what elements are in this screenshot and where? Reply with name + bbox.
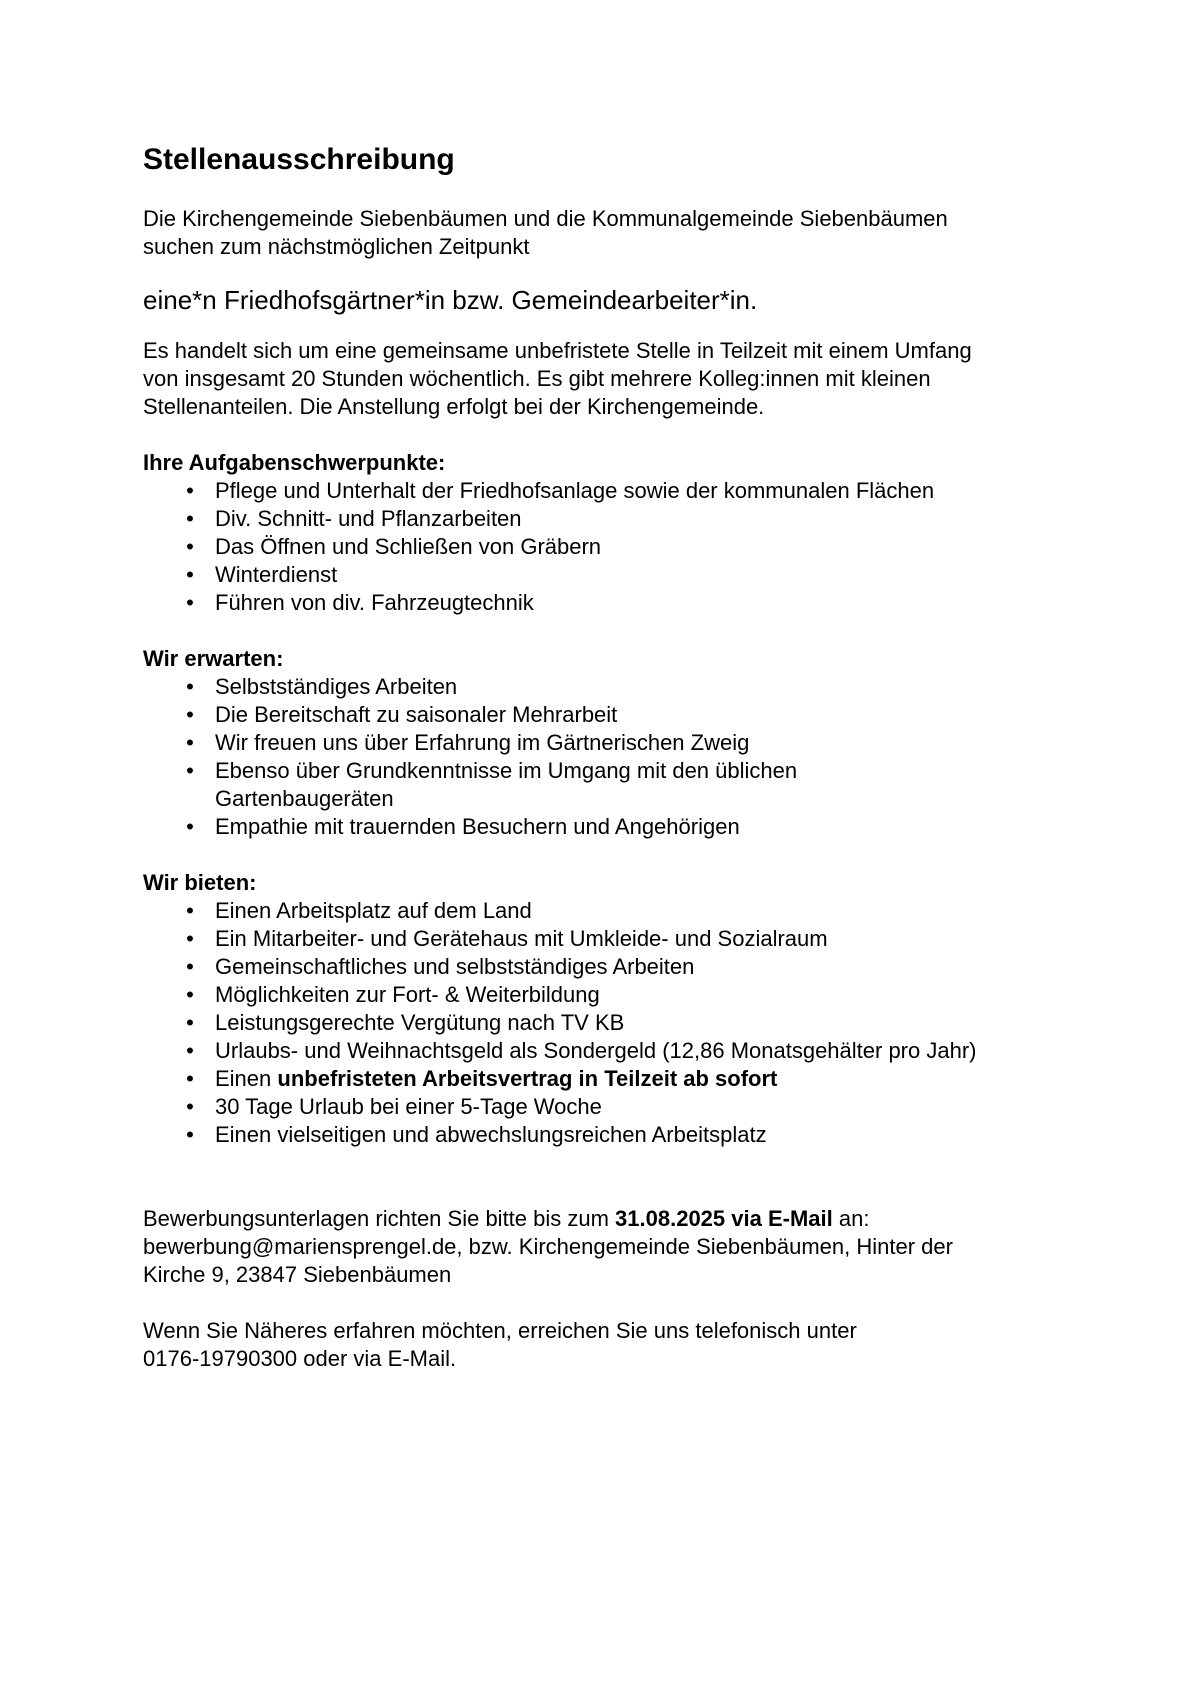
bullet-icon: • bbox=[186, 478, 194, 503]
list-item-text: Pflege und Unterhalt der Friedhofsanlage sowie der kommunalen Flächen bbox=[215, 478, 935, 503]
list-item bbox=[143, 505, 1083, 533]
bullet-icon: • bbox=[186, 702, 194, 727]
list-item bbox=[143, 1121, 1083, 1149]
expectations-list bbox=[143, 673, 1083, 841]
list-item-bold-text: unbefristeten Arbeitsvertrag in Teilzeit ab sofort bbox=[277, 1066, 778, 1091]
application-text: an: bbox=[832, 1206, 870, 1231]
list-item-text: Urlaubs- und Weihnachtsgeld als Sondergeld (12,86 Monatsgehälter pro Jahr) bbox=[215, 1038, 977, 1063]
list-item bbox=[143, 561, 1083, 589]
list-item bbox=[143, 1093, 1083, 1121]
bullet-icon: • bbox=[186, 562, 194, 587]
bullet-icon: • bbox=[186, 898, 194, 923]
offer-list bbox=[143, 897, 1083, 1149]
list-item-text: Einen vielseitigen und abwechslungsreichen Arbeitsplatz bbox=[215, 1122, 767, 1147]
bullet-icon: • bbox=[186, 590, 194, 615]
intro-line: suchen zum nächstmöglichen Zeitpunkt bbox=[143, 234, 530, 259]
list-item-text: Wir freuen uns über Erfahrung im Gärtnerischen Zweig bbox=[215, 730, 750, 755]
bullet-icon: • bbox=[186, 758, 194, 783]
application-address-line: Kirche 9, 23847 Siebenbäumen bbox=[143, 1262, 452, 1287]
list-item bbox=[143, 925, 1083, 953]
bullet-icon: • bbox=[186, 926, 194, 951]
bullet-icon: • bbox=[186, 814, 194, 839]
description-line: Es handelt sich um eine gemeinsame unbefristete Stelle in Teilzeit mit einem Umfang bbox=[143, 338, 972, 363]
list-item-text: 30 Tage Urlaub bei einer 5-Tage Woche bbox=[215, 1094, 602, 1119]
list-item bbox=[143, 1037, 1083, 1065]
list-item bbox=[143, 1065, 1083, 1093]
bullet-icon: • bbox=[186, 954, 194, 979]
list-item bbox=[143, 533, 1083, 561]
list-item-text: Winterdienst bbox=[215, 562, 338, 587]
offer-heading: Wir bieten: bbox=[143, 870, 257, 895]
bullet-icon: • bbox=[186, 506, 194, 531]
description-line: Stellenanteilen. Die Anstellung erfolgt bei der Kirchengemeinde. bbox=[143, 394, 765, 419]
bullet-icon: • bbox=[186, 1010, 194, 1035]
application-line bbox=[143, 1205, 1083, 1233]
list-item-text: Das Öffnen und Schließen von Gräbern bbox=[215, 534, 602, 559]
list-item-text: Einen bbox=[215, 1066, 278, 1091]
bullet-icon: • bbox=[186, 1066, 194, 1091]
list-item-text: Ein Mitarbeiter- und Gerätehaus mit Umkleide- und Sozialraum bbox=[215, 926, 828, 951]
list-item bbox=[143, 897, 1083, 925]
list-item bbox=[143, 701, 1083, 729]
tasks-heading: Ihre Aufgabenschwerpunkte: bbox=[143, 450, 446, 475]
tasks-list bbox=[143, 477, 1083, 617]
expectations-heading: Wir erwarten: bbox=[143, 646, 284, 671]
list-item-text: Empathie mit trauernden Besuchern und Angehörigen bbox=[215, 814, 740, 839]
list-item-text: Die Bereitschaft zu saisonaler Mehrarbeit bbox=[215, 702, 618, 727]
bullet-icon: • bbox=[186, 674, 194, 699]
bullet-icon: • bbox=[186, 1094, 194, 1119]
description-line: von insgesamt 20 Stunden wöchentlich. Es gibt mehrere Kolleg:innen mit kleinen bbox=[143, 366, 931, 391]
application-address-line: bewerbung@mariensprengel.de, bzw. Kirchengemeinde Siebenbäumen, Hinter der bbox=[143, 1234, 953, 1259]
list-item bbox=[143, 589, 1083, 617]
list-item-text: Ebenso über Grundkenntnisse im Umgang mit den üblichen bbox=[215, 758, 798, 783]
application-text: Bewerbungsunterlagen richten Sie bitte bis zum bbox=[143, 1206, 616, 1231]
description-paragraph bbox=[143, 337, 1083, 421]
bullet-icon: • bbox=[186, 534, 194, 559]
list-item-text: Einen Arbeitsplatz auf dem Land bbox=[215, 898, 532, 923]
list-item bbox=[143, 757, 1083, 813]
contact-paragraph bbox=[143, 1317, 1083, 1373]
bullet-icon: • bbox=[186, 1038, 194, 1063]
contact-line: Wenn Sie Näheres erfahren möchten, erreichen Sie uns telefonisch unter bbox=[143, 1318, 857, 1343]
list-item bbox=[143, 729, 1083, 757]
list-item-text: Möglichkeiten zur Fort- & Weiterbildung bbox=[215, 982, 600, 1007]
bullet-icon: • bbox=[186, 982, 194, 1007]
intro-paragraph bbox=[143, 205, 1083, 261]
list-item-text: Div. Schnitt- und Pflanzarbeiten bbox=[215, 506, 522, 531]
bullet-icon: • bbox=[186, 730, 194, 755]
list-item-text-continued: Gartenbaugeräten bbox=[215, 786, 394, 811]
application-deadline: 31.08.2025 via E-Mail bbox=[615, 1206, 833, 1231]
list-item bbox=[143, 981, 1083, 1009]
list-item-text: Gemeinschaftliches und selbstständiges Arbeiten bbox=[215, 954, 695, 979]
position-headline: eine*n Friedhofsgärtner*in bzw. Gemeindearbeiter*in. bbox=[143, 285, 758, 315]
intro-line: Die Kirchengemeinde Siebenbäumen und die Kommunalgemeinde Siebenbäumen bbox=[143, 206, 948, 231]
list-item bbox=[143, 953, 1083, 981]
application-paragraph bbox=[143, 1205, 1083, 1289]
job-posting-page bbox=[143, 138, 1083, 1373]
list-item-text: Selbstständiges Arbeiten bbox=[215, 674, 458, 699]
list-item bbox=[143, 477, 1083, 505]
list-item bbox=[143, 1009, 1083, 1037]
contact-line: 0176-19790300 oder via E-Mail. bbox=[143, 1346, 457, 1371]
page-title: Stellenausschreibung bbox=[143, 143, 455, 176]
list-item bbox=[143, 813, 1083, 841]
list-item-text: Führen von div. Fahrzeugtechnik bbox=[215, 590, 534, 615]
list-item bbox=[143, 673, 1083, 701]
list-item-text: Leistungsgerechte Vergütung nach TV KB bbox=[215, 1010, 625, 1035]
bullet-icon: • bbox=[186, 1122, 194, 1147]
